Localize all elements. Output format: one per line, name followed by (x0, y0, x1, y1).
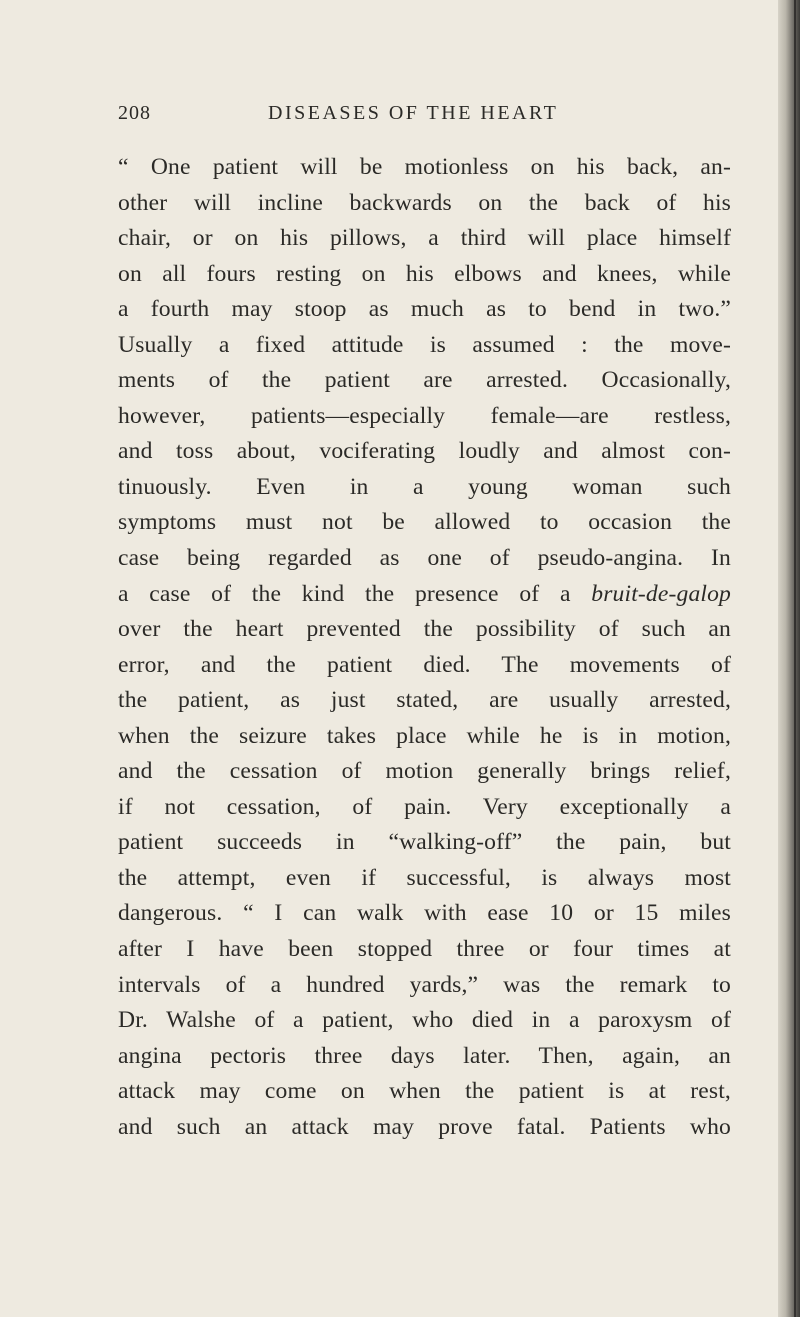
text-line: tinuously. Even in a young woman such (118, 473, 731, 500)
text-line: and the cessation of motion generally brings relief, (118, 758, 731, 785)
text-line-with-italic (118, 577, 731, 613)
text-line: on all fours resting on his elbows and knees, while (118, 260, 731, 287)
body-paragraph (118, 150, 731, 1145)
text-line: case being regarded as one of pseudo-angina. In (118, 545, 731, 572)
text-line: chair, or on his pillows, a third will place himself (118, 225, 731, 252)
page-header (118, 102, 728, 132)
text-line: if not cessation, of pain. Very exceptionally a (118, 793, 731, 820)
text-line: attack may come on when the patient is at rest, (118, 1078, 731, 1105)
text-line: and such an attack may prove fatal. Patients who (118, 1113, 731, 1140)
text-line: Dr. Walshe of a patient, who died in a paroxysm of (118, 1007, 731, 1034)
text-line: other will incline backwards on the back of his (118, 189, 731, 216)
text-line: angina pectoris three days later. Then, again, an (118, 1042, 731, 1069)
text-line: symptoms must not be allowed to occasion the (118, 509, 731, 536)
text-line: however, patients—especially female—are restless, (118, 402, 731, 429)
text-line: error, and the patient died. The movements of (118, 651, 731, 678)
text-line: “ One patient will be motionless on his back, an- (118, 154, 731, 180)
text-line: ments of the patient are arrested. Occasionally, (118, 367, 731, 394)
text-segment: a case of the kind the presence of a (118, 580, 592, 607)
text-line: and toss about, vociferating loudly and almost con- (118, 438, 731, 465)
book-binding-edge (778, 0, 800, 1317)
text-line: a fourth may stoop as much as to bend in two.” (118, 296, 731, 323)
text-line: the patient, as just stated, are usually arrested, (118, 687, 731, 714)
text-line: intervals of a hundred yards,” was the remark to (118, 971, 731, 998)
page-number: 208 (118, 102, 151, 124)
italic-term: bruit-de-galop (591, 580, 731, 607)
text-line: Usually a fixed attitude is assumed : the move- (118, 331, 731, 358)
text-line: the attempt, even if successful, is always most (118, 864, 731, 891)
running-title: DISEASES OF THE HEART (268, 102, 559, 124)
text-line: patient succeeds in “walking-off” the pain, but (118, 829, 731, 856)
text-line: when the seizure takes place while he is in motion, (118, 722, 731, 749)
text-line: dangerous. “ I can walk with ease 10 or 15 miles (118, 900, 731, 927)
text-line: over the heart prevented the possibility of such an (118, 616, 731, 643)
text-line: after I have been stopped three or four times at (118, 936, 731, 963)
